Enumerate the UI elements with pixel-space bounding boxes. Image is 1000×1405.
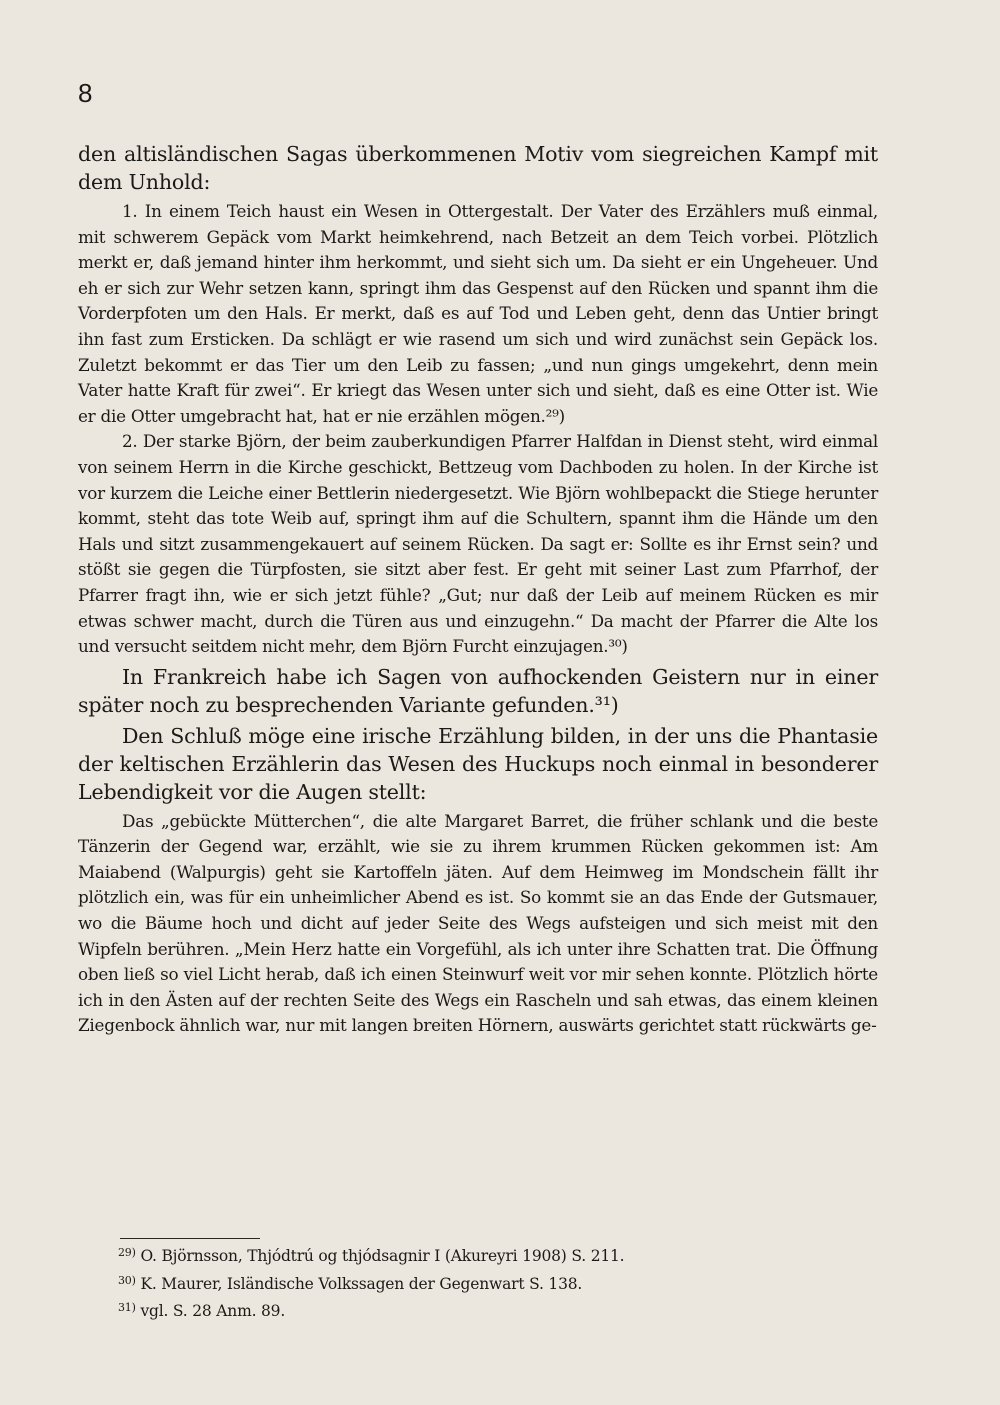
footnote-number: 29) <box>118 1246 136 1259</box>
paragraph-example-1: 1. In einem Teich haust ein Wesen in Ottergestalt. Der Vater des Erzählers muß einmal, mit schwerem Gepäck vom Markt heimkehrend, nach Betzeit an dem Teich vorbei. Plötzlich merkt er, daß jemand hinter ihm herkommt, und sieht sich um. Da sieht er ein Ungeheuer. Und eh er sich zur Wehr setzen kann, springt ihm das Gespenst auf den Rücken und spannt ihm die Vorderpfoten um den Hals. Er merkt, daß es auf Tod und Leben geht, denn das Untier bringt ihn fast zum Ersticken. Da schlägt er wie rasend um sich und wird zunächst sein Gepäck los. Zuletzt bekommt er das Tier um den Leib zu fassen; „und nun gings umgekehrt, denn mein Vater hatte Kraft für zwei“. Er kriegt das Wesen unter sich und sieht, daß es eine Otter ist. Wie er die Otter umgebracht hat, hat er nie erzählen mögen.²⁹) <box>78 201 878 426</box>
footnote-number: 30) <box>118 1273 136 1287</box>
footnote <box>118 1296 878 1324</box>
paragraph-irish-tale: Das „gebückte Mütterchen“, die alte Margaret Barret, die früher schlank und die beste Tänzerin der Gegend war, erzählt, wie sie zu ihrem krummen Rücken gekommen ist: Am Maiabend (Walpurgis) geht sie Kartoffeln jäten. Auf dem Heimweg im Mondschein fällt ihr plötzlich ein, was für ein unheimlicher Abend es ist. So kommt sie an das Ende der Gutsmauer, wo die Bäume hoch und dicht auf jeder Seite des Wegs aufsteigen und sich meist mit den Wipfeln berühren. „Mein Herz hatte ein Vorgefühl, als ich unter ihre Schatten trat. Die Öffnung oben ließ so viel Licht herab, daß ich einen Steinwurf weit vor mir sehen konnte. Plötzlich hörte ich in den Ästen auf der rechten Seite des Wegs ein Rascheln und sah etwas, das einem kleinen Ziegenbock ähnlich war, nur mit langen breiten Hörnern, auswärts gerichtet statt rückwärts ge- <box>78 810 878 1036</box>
page-number: 8 <box>78 78 93 108</box>
footnote-divider <box>120 1238 260 1239</box>
paragraph-france: In Frankreich habe ich Sagen von aufhockenden Geistern nur in einer später noch zu besprechenden Variante gefunden.³¹) <box>78 664 878 717</box>
footnote-number: 31) <box>118 1301 136 1314</box>
footnote-text: vgl. S. 28 Anm. 89. <box>140 1302 286 1320</box>
footnote-text: K. Maurer, Isländische Volkssagen der Gegenwart S. 138. <box>140 1274 583 1293</box>
paragraph-irish-intro: Den Schluß möge eine irische Erzählung bilden, in der uns die Phantasie der keltischen Erzählerin das Wesen des Huckups noch einmal in besonderer Lebendigkeit vor die Augen stellt: <box>78 723 878 804</box>
footnote <box>118 1269 878 1297</box>
footnote-text: O. Björnsson, Thjódtrú og thjódsagnir I (Akureyri 1908) S. 211. <box>140 1247 625 1265</box>
footnotes <box>118 1241 878 1324</box>
footnote <box>118 1241 878 1269</box>
paragraph-example-2: 2. Der starke Björn, der beim zauberkundigen Pfarrer Halfdan in Dienst steht, wird einmal von seinem Herrn in die Kirche geschickt, Bettzeug vom Dachboden zu holen. In der Kirche ist vor kurzem die Leiche einer Bettlerin niedergesetzt. Wie Björn wohlbepackt die Stiege herunter kommt, steht das tote Weib auf, springt ihm auf die Schultern, spannt ihm die Hände um den Hals und sitzt zusammengekauert auf seinem Rücken. Da sagt er: Sollte es ihr Ernst sein? und stößt sie gegen die Türpfosten, sie sitzt aber fest. Er geht mit seiner Last zum Pfarrhof, der Pfarrer fragt ihn, wie er sich jetzt fühle? „Gut; nur daß der Leib auf meinem Rücken es mir etwas schwer macht, durch die Türen aus und einzugehn.“ Da macht der Pfarrer die Alte los und versucht seitdem nicht mehr, dem Björn Furcht einzujagen.³⁰) <box>78 431 878 657</box>
body-text <box>78 140 878 1039</box>
paragraph-intro: den altisländischen Sagas überkommenen Motiv vom siegreichen Kampf mit dem Unhold: <box>78 142 878 194</box>
